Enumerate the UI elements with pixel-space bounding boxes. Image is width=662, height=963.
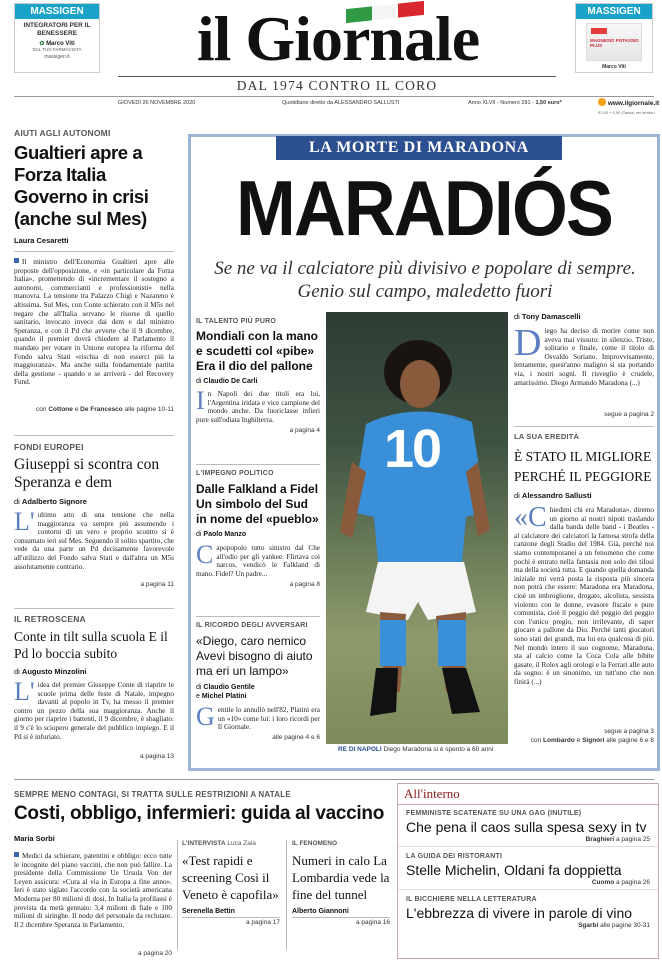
right2-headline[interactable]: È STATO IL MIGLIORE PERCHÉ IL PEGGIORE [514,449,652,484]
bottom-author: Maria Sorbi [14,834,55,843]
issue-date: GIOVEDÌ 26 NOVEMBRE 2020 [118,100,196,106]
ad-left-partner: ✿ Marco Viti [39,41,75,47]
sidebar2-headline[interactable]: Dalle Falkland a Fidel Un simbolo del Sud in nome del «pueblo» [196,482,319,526]
allinterno-box [397,783,659,959]
main-right-column [514,312,654,418]
right2-author: di Alessandro Sallusti [514,491,592,500]
box1-page-ref[interactable]: a pagina 17 [246,919,280,926]
ad-left-brand: MASSIGEN [15,4,99,19]
sidebar2-page-ref[interactable]: a pagina 8 [289,581,320,589]
ad-left-site: massigen.it [44,54,70,60]
lead-author: Laura Cesaretti [14,236,174,252]
lead-kicker: AIUTI AGLI AUTONOMI [14,128,111,138]
box1-author: Serenella Bettin [182,908,280,918]
ad-left[interactable] [14,3,100,73]
right-author: di Tony Damascelli [514,312,581,321]
second-author: di Adalberto Signore [14,497,87,506]
third-headline[interactable]: Conte in tilt sulla scuola E il Pd lo boccia subito [14,629,168,661]
main-deck: Se ne va il calciatore più divisivo e popolare di sempre. Genio sul campo, maledetto fuori [214,258,636,302]
sidebar2-kicker: L'IMPEGNO POLITICO [196,470,274,477]
jersey-number: 10 [384,419,441,479]
right-page-ref[interactable]: segue a pagina 2 [604,411,654,418]
third-body: L' idea del premier Giuseppe Conte di riaprire le scuole prima delle feste di Natale, impegno davanti al popolo in Tv, ha messo il premier contro un pezzo della sua maggioranza. Anche il giorno per riaprire i battenti, il 9 dicembre, è sbagliato: il 9 c'è lo sciopero generale del pubblico impiego. E il Pd si è infuriato. [14,681,174,741]
ad-right-partner: Marco Viti [602,64,626,70]
allinterno-item-1[interactable]: FEMMINISTE SCATENATE SU UNA GAG (INUTILE) Che pena il caos sulla spesa sexy in tv Braghieri a pagina 25 [406,810,650,843]
box1-kicker: L'INTERVISTA Luca Zaia [182,840,256,847]
product-name: MAGNESIO POTASSIO PLUS [590,38,639,48]
website-link[interactable]: www.ilgiornale.it [598,98,659,107]
allinterno-label: All'interno [398,784,658,805]
product-box-image [586,23,642,61]
right2-kicker: LA SUA EREDITÀ [514,432,580,441]
sidebar1-body: In Napoli dei due titoli era lui, l'Argentina iridata e vice campione del mondo anche. Da fuoriclasse infieri pure sull'odiata Inghilterra. [196,386,320,424]
ad-left-tagline: INTEGRATORI PER IL BENESSERE [23,22,91,37]
sidebar1-kicker: IL TALENTO PIÙ PURO [196,318,277,325]
third-page-ref[interactable]: a pagina 13 [140,753,174,760]
left-second-article [14,442,174,588]
box2-author: Alberto Giannoni [292,908,390,918]
third-kicker: IL RETROSCENA [14,614,86,624]
bottom-box-1 [182,840,280,926]
left-column [14,128,174,413]
allinterno-item-3[interactable]: IL BICCHIERE NELLA LETTERATURA L'ebbrezza di vivere in parole di vino Sgarbi alle pagine 30-31 [398,889,658,929]
sidebar1-page-ref[interactable]: a pagina 4 [289,427,320,435]
second-headline[interactable]: Giuseppi si scontra con Speranza e dem [14,456,160,491]
bottom-kicker: SEMPRE MENO CONTAGI, SI TRATTA SULLE RESTRIZIONI A NATALE [14,790,291,799]
sidebar3-kicker: IL RICORDO DEGLI AVVERSARI [196,622,308,629]
director-line: Quotidiano diretto da ALESSANDRO SALLUSTI [282,100,400,106]
second-page-ref[interactable]: a pagina 11 [140,581,174,588]
sidebar2-author: di Paolo Manzo [196,531,247,538]
ad-right[interactable] [575,3,653,73]
main-sidebar-3 [196,622,320,741]
third-author: di Augusto Minzolini [14,667,87,676]
right-body: Diego ha deciso di morire come non aveva mai vissuto: in silenzio. Triste, solitario e finale, come il titolo di Osvaldo Soriano. Improvvisamente, lentamente, quest'anno maligno si sta portando via, i nostri sogni. Il risveglio è crudele, amarissimo. Diego Armando Maradona (...) [514,327,654,387]
right2-page-ref[interactable]: segue a pagina 3 [604,728,654,735]
allinterno-item-2[interactable]: LA GUIDA DEI RISTORANTI Stelle Michelin, Oldani fa doppietta Cuomo a pagina 26 [398,846,658,886]
issue-number: Anno XLVII - Numero 281 - 1,50 euro* [468,100,562,106]
sidebar3-headline[interactable]: «Diego, caro nemico Avevi bisogno di aiuto ma eri un lampo» [196,634,313,678]
main-banner: LA MORTE DI MARADONA [276,136,562,160]
bottom-box-2 [292,840,390,926]
lead-page-ref[interactable]: con Cottone e De Francesco alle pagine 10-11 [36,406,174,413]
ad-left-partner-sub: DAL TUO FARMACISTA [32,47,82,52]
globe-icon [598,98,606,106]
box2-headline[interactable]: Numeri in calo La Lombardia vede la fine del tunnel [292,853,390,902]
main-right-column-2 [514,432,654,744]
price-note: €1,50 + 0,50 (Tassa) nei territori [598,110,655,115]
bottom-page-ref[interactable]: a pagina 20 [138,950,172,957]
second-body: L' ultimo atto di una tensione che nella maggioranza va sempre più assumendo i contorni di un vero e proprio scontro si è consumato ieri sul Mes. Seguendo il solito spartito, che vede da una parte un Pd decisamente favorevole all'utilizzo del Fondo salva Stati e dall'altra un M5s assolutamente contrario. [14,511,174,571]
box2-page-ref[interactable]: a pagina 16 [356,919,390,926]
right2-body: «Chiedimi chi era Maradona», diremo un giorno ai nostri nipoti traslando dalla banda delle band - i Beatles - al calciatore dei calciatori la famosa strofa della canzone degli Stadio del 1984. Già, perché noi siamo contemporanei a un fenomeno che come pochi è entrato nella fantasia non solo dei tifosi ma della società tutta. E quando quella domanda iniziale mi verrà posta la risposta più sincera non potrà che essere: Maradona era Maradona, cioè un imbroglione, drogato, alcolista, sessista violento con le donne, evasore fiscale e pure comunista, cioè il peggio del peggio del peggio con l'unico pregio, non irrilevante, di saper giocare a pallone da Dio. Perché tanti giocatori sono stati dei grandi, ma lui era qualcosa di più. Nel mondo intero il suo cognome, Maradona, sta al calcio come la Coca Cola alle bibite gasate, il Rolex agli orologi e la Ferrari alle auto da sogno: è un sinonimo, un tutt'uno che non finirà (...) [514,506,654,686]
bottom-lead [14,790,390,843]
leaf-icon: ✿ [39,41,45,47]
left-third-article [14,614,174,760]
box1-headline[interactable]: «Test rapidi e screening Così il Veneto è capofila» [182,853,279,902]
photo-caption: RE DI NAPOLI Diego Maradona si è spento a 60 anni [338,746,494,753]
main-sidebar-2 [196,470,320,588]
ad-right-brand: MASSIGEN [576,4,652,19]
sidebar3-body: Gentile lo annullò nell'82, Platini era un «10» come lui: i loro ricordi per Il Giornale. [196,702,320,732]
lead-body: Il ministro dell'Economia Gualtieri apre alle proposte dell'opposizione, e «in particolare da Forza Italia», promettendo di «incrementare il sostegno a autonomi, commercianti e professionisti» nella manovra. La tensione tra Palazzo Chigi e Nazareno è altissima. Sul Mes, con Conte schierato con il M5s nel negare che all'Italia servano le risorse di quello sanitario, invocato invece dai dem e dal ministro Speranza, e con il Pd che avverte che il 9 dicembre, quando il premier dovrà chiedere al Parlamento il mandato per votare in Unione europea la riforma del Fondo salva Stati «rischia di non esserci più la maggioranza». Ma anche sulla fondamentale partita della gestione - quando e se arriverà - del Recovery Fund. [14,258,174,387]
sidebar3-author: di Claudio Gentile e Michel Platini [196,684,255,700]
bottom-headline[interactable]: Costi, obbligo, infermieri: guida al vaccino [14,803,385,824]
masthead-subtitle: DAL 1974 CONTRO IL CORO [236,78,438,93]
player-figure [326,312,508,744]
sidebar2-body: Capopopolo tutto sinistro dal Che all'odio per gli yankee. Flirtava coi narcos, vendicò le Falkland di mano. Fidel? Un padre... [196,540,320,578]
main-sidebar [196,318,320,434]
sidebar3-page-ref[interactable]: alle pagine 4 e 6 [272,733,320,741]
sidebar1-author: di Claudio De Carli [196,378,258,385]
maradona-photo[interactable] [326,312,508,744]
right2-footer-ref[interactable]: con Lombardo e Signori alle pagine 6 e 8 [530,737,654,744]
lead-headline[interactable]: Gualtieri apre a Forza Italia Governo in crisi (anche sul Mes) [14,142,149,229]
masthead-title[interactable]: il Giornale [196,3,480,74]
second-kicker: FONDI EUROPEI [14,442,84,452]
box2-kicker: IL FENOMENO [292,840,338,847]
sidebar1-headline[interactable]: Mondiali con la mano e scudetti col «pibe» Era il dio del pallone [196,329,319,373]
main-headline[interactable]: MARADIÓS [236,164,612,252]
bottom-body: Medici da schierare, patentini e obbligo: ecco tutte le incognite del piano vaccini, che non può fallire. La presidente della Commissione Ue Ursula Von der Leyen assicura: «Cura al via in Europa a fine anno». Ieri è stato siglato l'accordo con la società americana Moderna per 80 milioni di dosi. In Italia la profilassi è prevista da metà gennaio: 3,4 milioni di fiale e 100 milioni di siringhe. Il nodo del personale da reclutare. Il 2 dicembre Speranza in Parlamento. [14,852,172,929]
